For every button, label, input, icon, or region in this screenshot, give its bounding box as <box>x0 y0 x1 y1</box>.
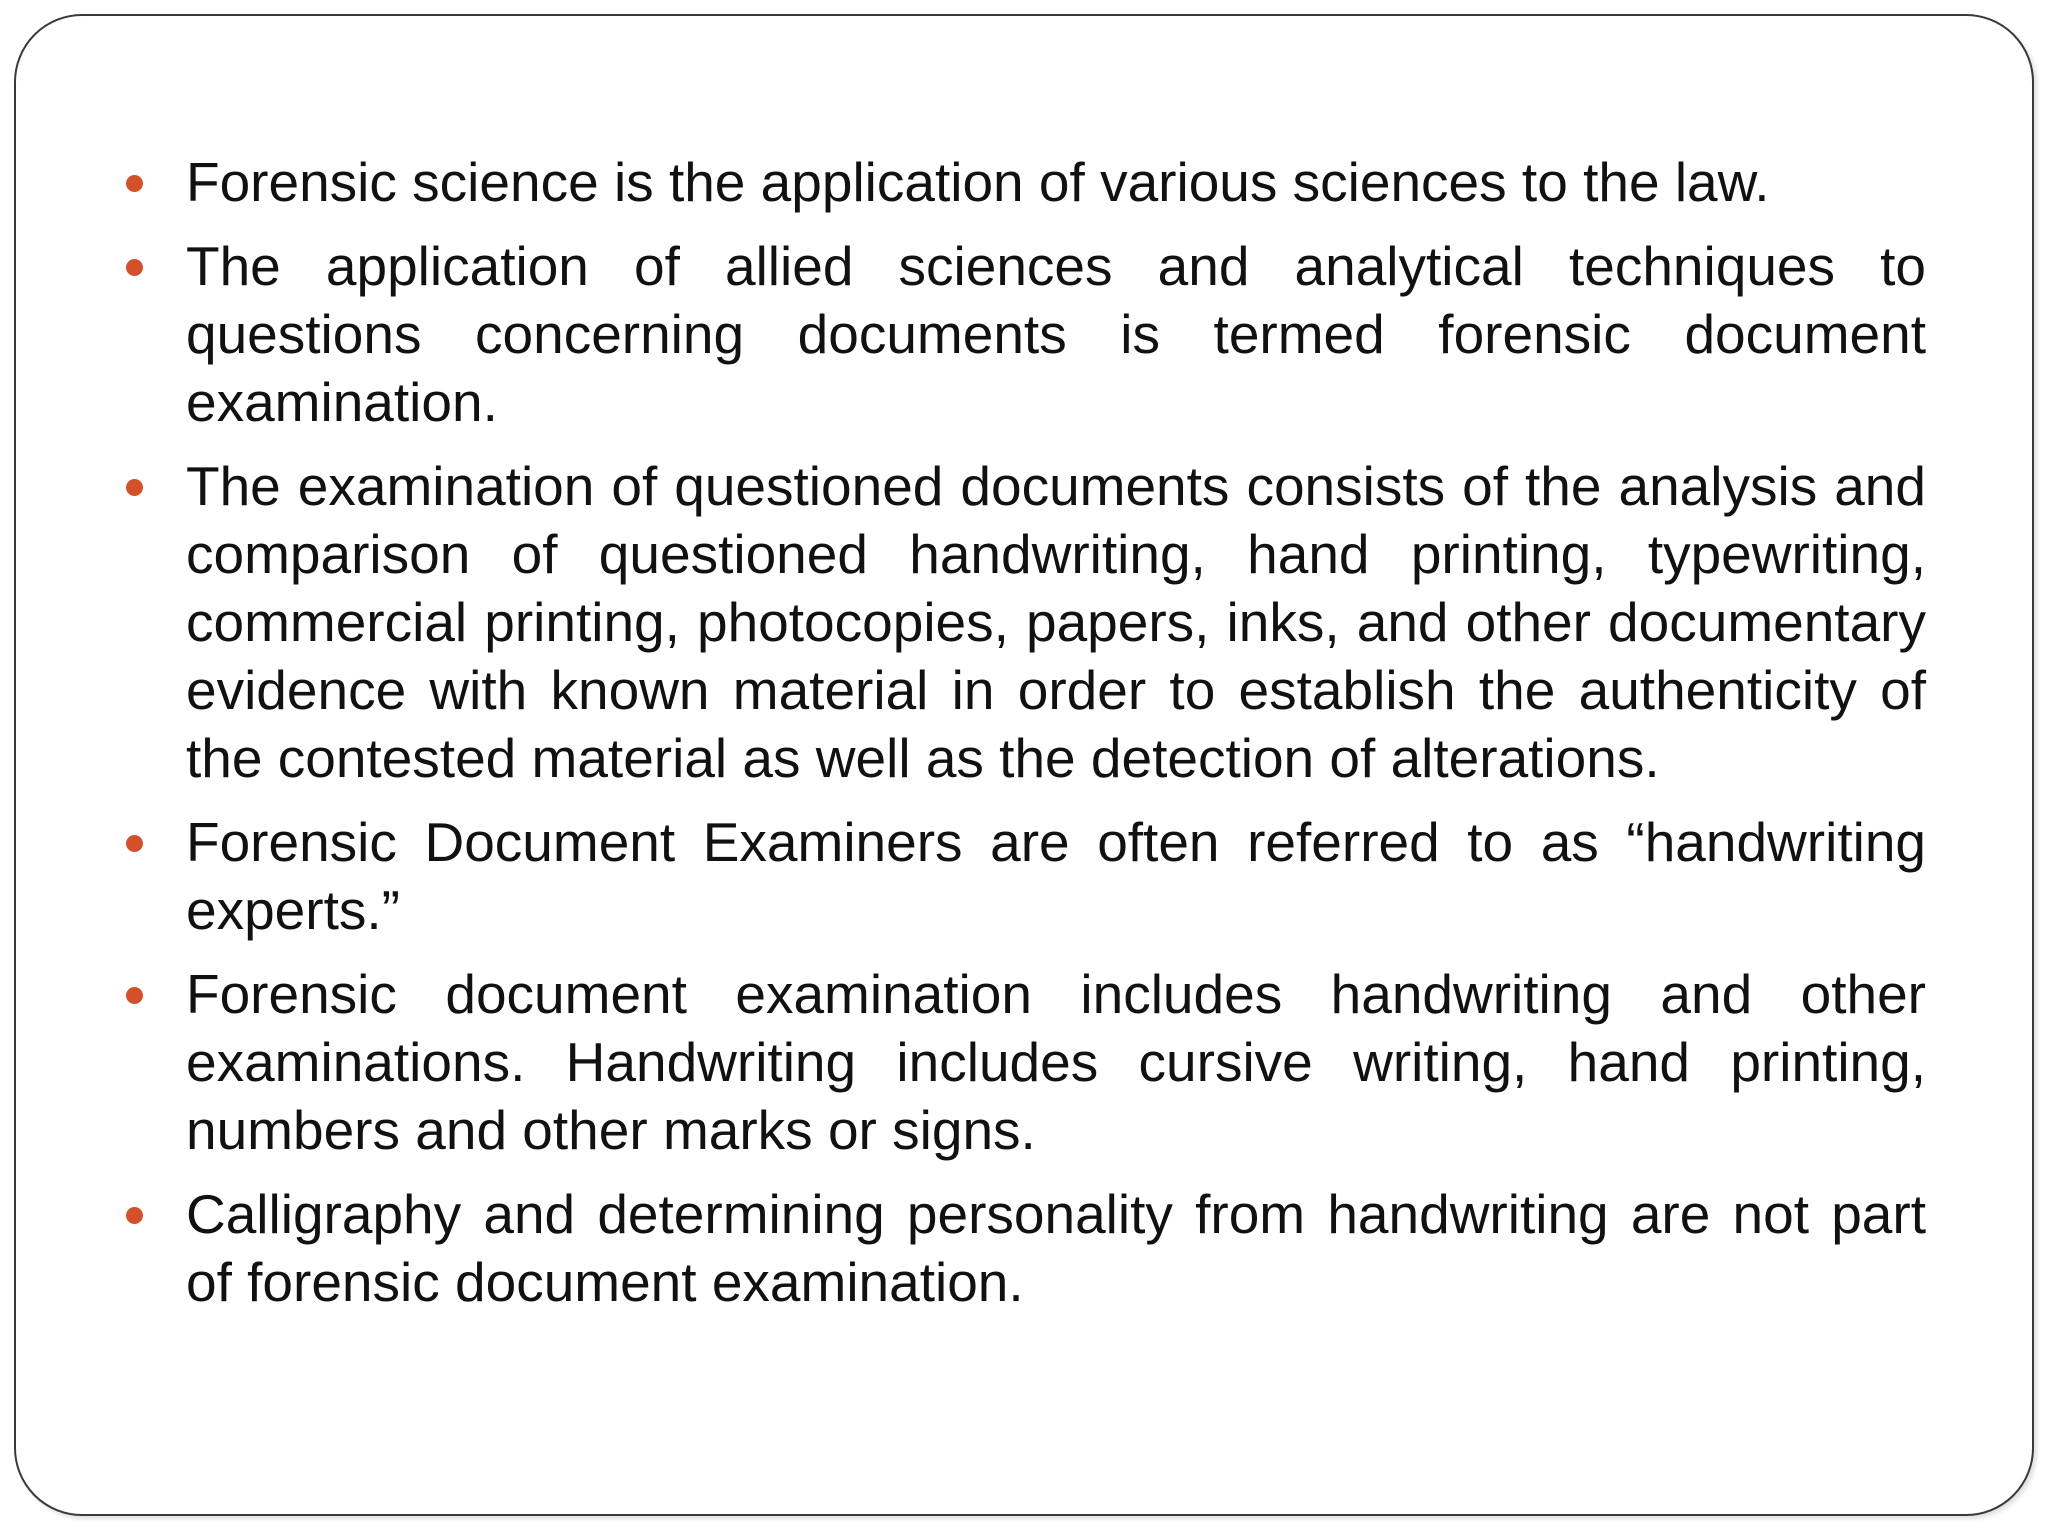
bullet-text: Forensic Document Examiners are often referred to as “handwriting experts.” <box>186 811 1926 941</box>
bullet-item-3 <box>126 452 1926 792</box>
bullet-dot-icon <box>126 259 143 276</box>
bullet-item-5 <box>126 960 1926 1164</box>
bullet-item-1 <box>126 148 1926 216</box>
bullet-dot-icon <box>126 479 143 496</box>
bullet-text: Forensic science is the application of various sciences to the law. <box>186 151 1770 213</box>
bullet-text: Calligraphy and determining personality from handwriting are not part of forensic document examination. <box>186 1183 1926 1313</box>
bullet-dot-icon <box>126 175 143 192</box>
bullet-dot-icon <box>126 1207 143 1224</box>
bullet-text: Forensic document examination includes handwriting and other examinations. Handwriting includes cursive writing, hand printing, numbers and other marks or signs. <box>186 963 1926 1161</box>
bullet-dot-icon <box>126 987 143 1004</box>
bullet-list <box>126 148 1926 1332</box>
bullet-item-4 <box>126 808 1926 944</box>
bullet-text: The examination of questioned documents consists of the analysis and comparison of questioned handwriting, hand printing, typewriting, commercial printing, photocopies, papers, inks, and other documentary evidence with known material in order to establish the authenticity of the contested material as well as the detection of alterations. <box>186 455 1926 789</box>
bullet-item-6 <box>126 1180 1926 1316</box>
bullet-item-2 <box>126 232 1926 436</box>
bullet-dot-icon <box>126 835 143 852</box>
bullet-text: The application of allied sciences and analytical techniques to questions concerning documents is termed forensic document examination. <box>186 235 1926 433</box>
